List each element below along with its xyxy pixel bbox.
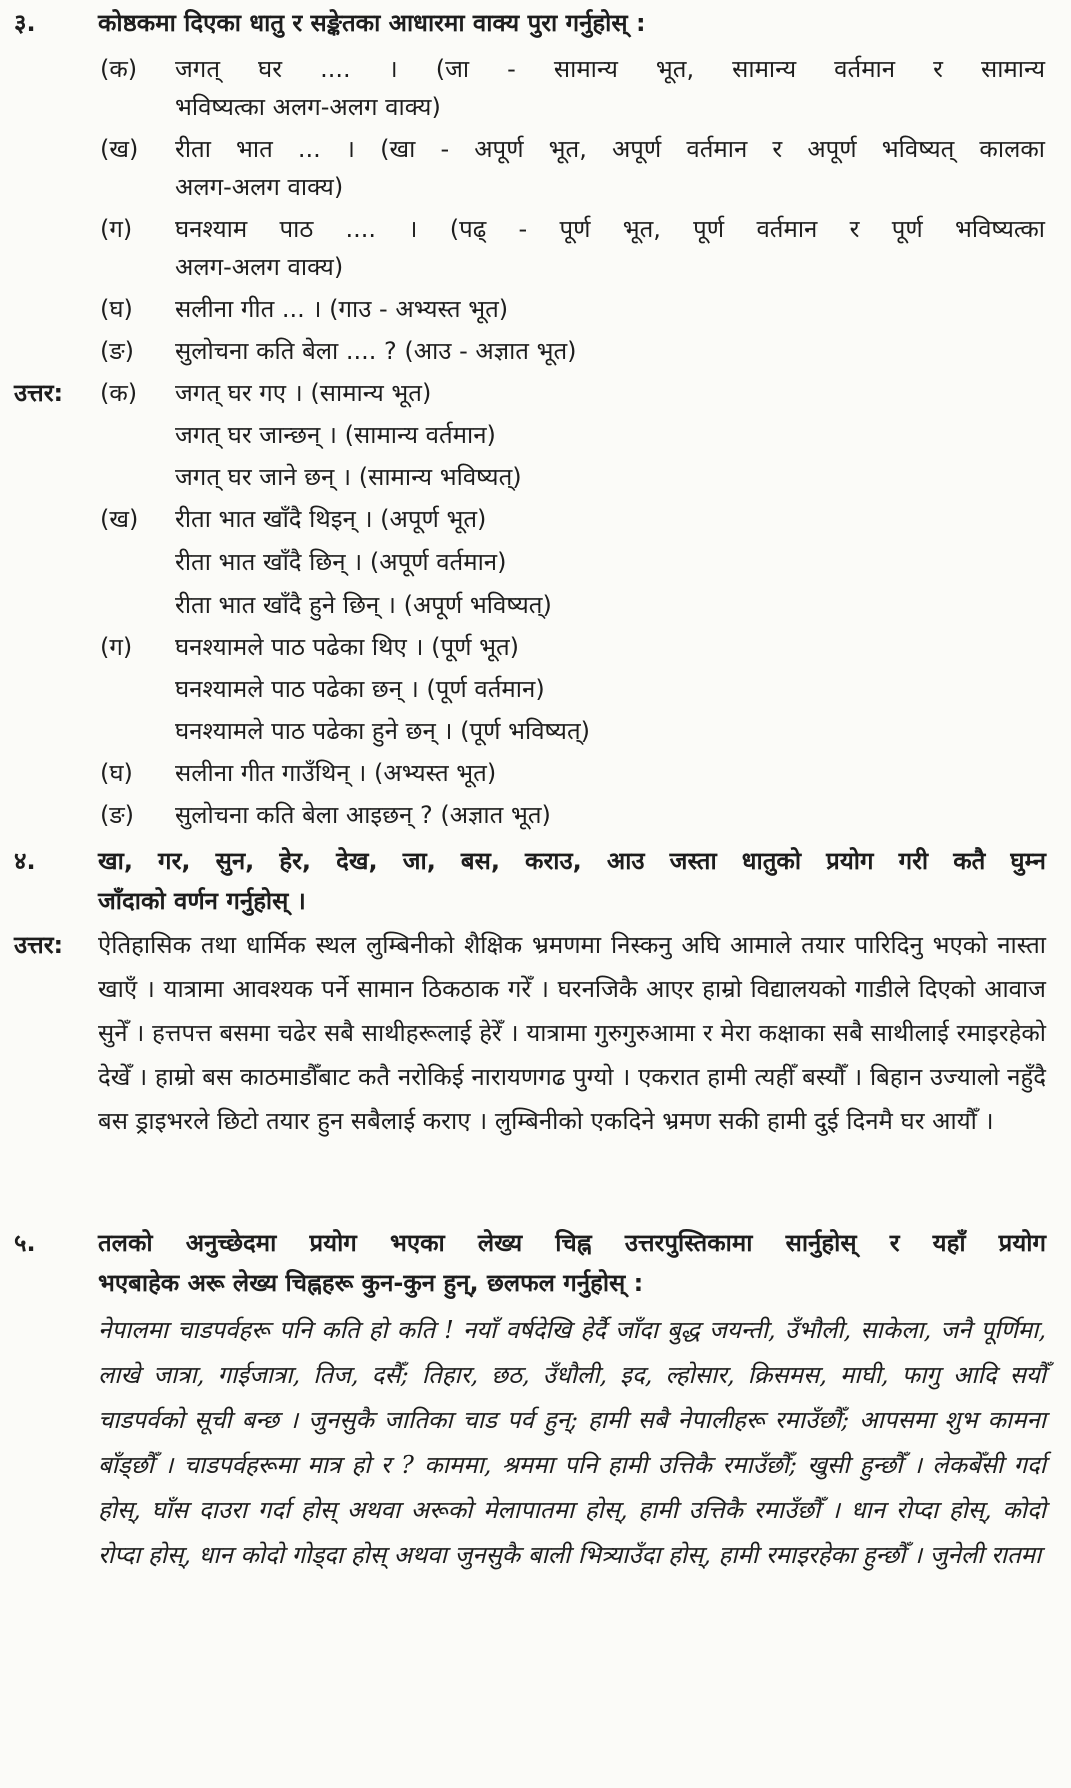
a3-kha-line1: रीता भात खाँदै थिइन् । (अपूर्ण भूत) bbox=[175, 505, 487, 533]
q3-item-kha-line2: अलग-अलग वाक्य) bbox=[175, 173, 344, 201]
q3-item-ka-line1: जगत् घर .... । (जा - सामान्य भूत, सामान्य वर्तमान र सामान्य bbox=[175, 55, 1045, 83]
a3-ga-line2: घनश्यामले पाठ पढेका छन् । (पूर्ण वर्तमान) bbox=[175, 675, 545, 703]
answer-3-label: उत्तर: bbox=[14, 379, 64, 407]
q3-item-ka-line2: भविष्यत्का अलग-अलग वाक्य) bbox=[175, 93, 441, 121]
answer-4-paragraph: ऐतिहासिक तथा धार्मिक स्थल लुम्बिनीको शैक्षिक भ्रमणमा निस्कनु अघि आमाले तयार पारिदिनु भएको नास्ता खाएँ । यात्रामा आवश्यक पर्ने सामान ठिकठाक गरेँ । घरनजिकै आएर हाम्रो विद्यालयको गाडीले दिएको आवाज सुनेँ । हत्तपत्त बसमा चढेर सबै साथीहरूलाई हेरेँ । यात्रामा गुरुगुरुआमा र मेरा कक्षाका सबै साथीलाई रमाइरहेको देखेँ । हाम्रो बस काठमाडौँबाट कतै नरोकिई नारायणगढ पुग्यो । एकरात हामी त्यहीँ बस्यौँ । बिहान उज्यालो नहुँदै बस ड्राइभरले छिटो तयार हुन सबैलाई कराए । लुम्बिनीको एकदिने भ्रमण सकी हामी दुई दिनमै घर आयौँ । bbox=[98, 931, 1046, 1135]
a3-kha-line2: रीता भात खाँदै छिन् । (अपूर्ण वर्तमान) bbox=[175, 548, 507, 576]
a3-ga-label: (ग) bbox=[100, 633, 133, 661]
question-3-number: ३. bbox=[14, 9, 36, 37]
question-5-number: ५. bbox=[14, 1229, 36, 1257]
q3-item-kha-line1: रीता भात ... । (खा - अपूर्ण भूत, अपूर्ण वर्तमान र अपूर्ण भविष्यत् कालका bbox=[175, 135, 1045, 163]
a3-ka-line3: जगत् घर जाने छन् । (सामान्य भविष्यत्) bbox=[175, 463, 522, 491]
punctuation-passage: नेपालमा चाडपर्वहरू पनि कति हो कति ! नयाँ वर्षदेखि हेर्दै जाँदा बुद्ध जयन्ती, उँभौली, साकेला, जनै पूर्णिमा, लाखे जात्रा, गाईजात्रा, तिज, दसैँ; तिहार, छठ, उँधौली, इद, ल्होसार, क्रिसमस, माघी, फागु आदि सयौँ चाडपर्वको सूची बन्छ । जुनसुकै जातिका चाड पर्व हुन्; हामी सबै नेपालीहरू रमाउँछौँ; आपसमा शुभ कामना बाँड्छौँ । चाडपर्वहरूमा मात्र हो र ? काममा, श्रममा पनि हामी उत्तिकै रमाउँछौँ; खुसी हुन्छौँ । लेकबेँसी गर्दा होस्, घाँस दाउरा गर्दा होस् अथवा अरूको मेलापातमा होस्, हामी उत्तिकै रमाउँछौँ । धान रोप्दा होस्, कोदो रोप्दा होस्, धान कोदो गोड्दा होस् अथवा जुनसुकै बाली भित्र्याउँदा होस्, हामी रमाइरहेका हुन्छौँ । जुनेली रातमा bbox=[98, 1316, 1046, 1569]
q3-item-ga-line2: अलग-अलग वाक्य) bbox=[175, 253, 344, 281]
q3-item-nga-label: (ङ) bbox=[100, 337, 135, 365]
a3-kha-label: (ख) bbox=[100, 505, 139, 533]
a3-ga-line3: घनश्यामले पाठ पढेका हुने छन् । (पूर्ण भविष्यत्) bbox=[175, 717, 591, 745]
a3-kha-line3: रीता भात खाँदै हुने छिन् । (अपूर्ण भविष्यत्) bbox=[175, 591, 552, 619]
q3-item-ka-label: (क) bbox=[100, 55, 138, 83]
question-4-line2: जाँदाको वर्णन गर्नुहोस् । bbox=[98, 887, 306, 915]
a3-ga-line1: घनश्यामले पाठ पढेका थिए । (पूर्ण भूत) bbox=[175, 633, 520, 661]
a3-nga-label: (ङ) bbox=[100, 801, 135, 829]
q3-item-nga-line1: सुलोचना कति बेला .... ? (आउ - अज्ञात भूत) bbox=[175, 337, 577, 365]
a3-gha-line1: सलीना गीत गाउँथिन् । (अभ्यस्त भूत) bbox=[175, 759, 497, 787]
a3-gha-label: (घ) bbox=[100, 759, 133, 787]
question-4-line1: खा, गर, सुन, हेर, देख, जा, बस, कराउ, आउ जस्ता धातुको प्रयोग गरी कतै घुम्न bbox=[98, 847, 1046, 875]
a3-ka-line2: जगत् घर जान्छन् । (सामान्य वर्तमान) bbox=[175, 421, 496, 449]
q3-item-kha-label: (ख) bbox=[100, 135, 139, 163]
question-5-line2: भएबाहेक अरू लेख्य चिह्नहरू कुन-कुन हुन्, छलफल गर्नुहोस् : bbox=[98, 1269, 644, 1297]
question-5-line1: तलको अनुच्छेदमा प्रयोग भएका लेख्य चिह्न उत्तरपुस्तिकामा सार्नुहोस् र यहाँ प्रयोग bbox=[98, 1229, 1046, 1257]
q3-item-ga-line1: घनश्याम पाठ .... । (पढ् - पूर्ण भूत, पूर्ण वर्तमान र पूर्ण भविष्यत्का bbox=[175, 215, 1045, 243]
question-3-title: कोष्ठकमा दिएका धातु र सङ्केतका आधारमा वाक्य पुरा गर्नुहोस् : bbox=[98, 9, 646, 37]
q3-item-gha-line1: सलीना गीत ... । (गाउ - अभ्यस्त भूत) bbox=[175, 295, 509, 323]
q3-item-gha-label: (घ) bbox=[100, 295, 133, 323]
a3-nga-line1: सुलोचना कति बेला आइछन् ? (अज्ञात भूत) bbox=[175, 801, 551, 829]
q3-item-ga-label: (ग) bbox=[100, 215, 133, 243]
a3-ka-line1: जगत् घर गए । (सामान्य भूत) bbox=[175, 379, 432, 407]
a3-ka-label: (क) bbox=[100, 379, 138, 407]
question-4-number: ४. bbox=[14, 847, 36, 875]
answer-4-label: उत्तर: bbox=[14, 931, 64, 959]
